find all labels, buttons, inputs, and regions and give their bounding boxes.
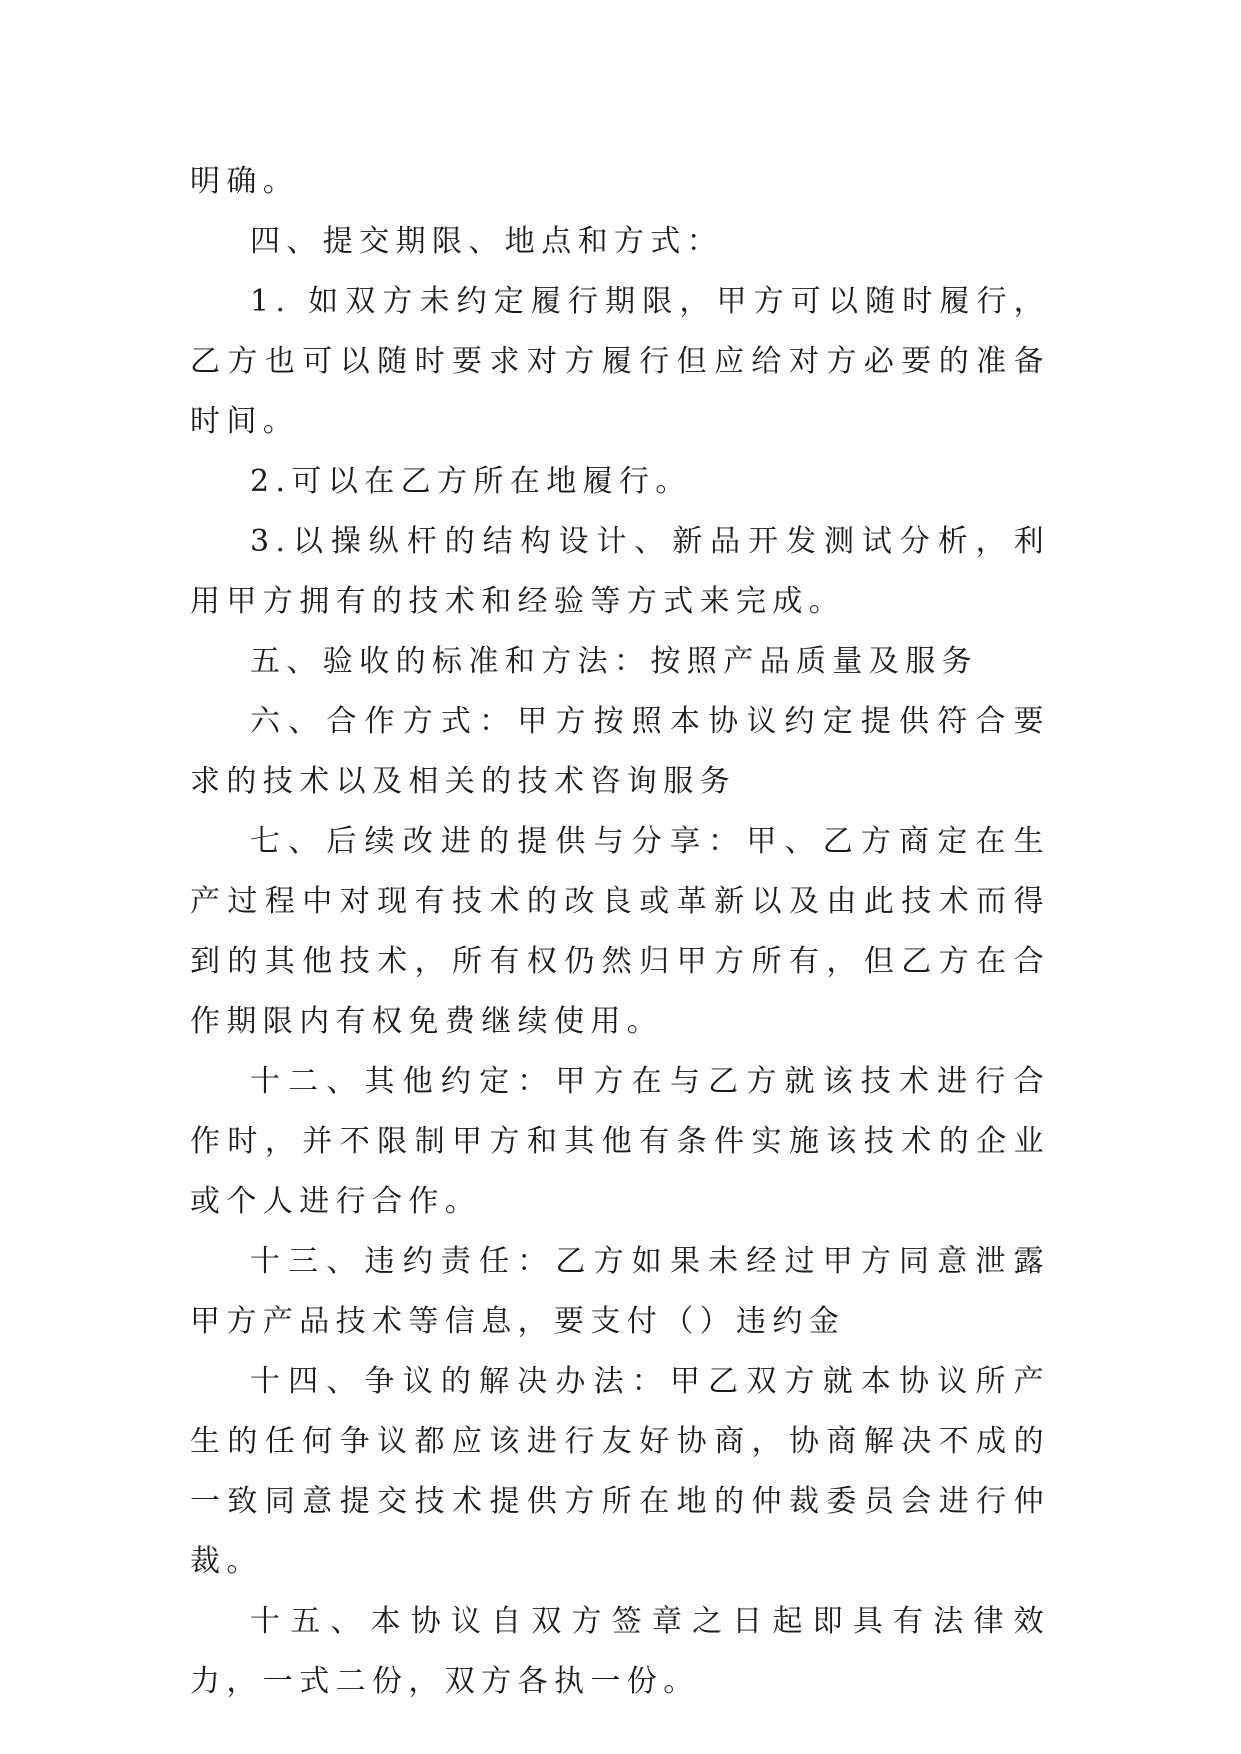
paragraph-section-12: 十二、其他约定：甲方在与乙方就该技术进行合作时，并不限制甲方和其他有条件实施该技术的企业或个人进行合作。 [190, 1064, 1050, 1219]
paragraph-section-4-item-1: 1. 如双方未约定履行期限，甲方可以随时履行，乙方也可以随时要求对方履行但应给对方必要的准备时间。 [190, 284, 1050, 439]
paragraph-section-4-item-3: 3.以操纵杆的结构设计、新品开发测试分析，利用甲方拥有的技术和经验等方式来完成。 [190, 524, 1050, 619]
document-body [190, 152, 1050, 1712]
paragraph-continuation: 明确。 [190, 164, 300, 199]
paragraph-section-7: 七、后续改进的提供与分享：甲、乙方商定在生产过程中对现有技术的改良或革新以及由此技术而得到的其他技术，所有权仍然归甲方所有，但乙方在合作期限内有权免费继续使用。 [190, 824, 1050, 1039]
paragraph-section-14: 十四、争议的解决办法：甲乙双方就本协议所产生的任何争议都应该进行友好协商，协商解决不成的一致同意提交技术提供方所在地的仲裁委员会进行仲裁。 [190, 1364, 1050, 1579]
paragraph-section-13: 十三、违约责任：乙方如果未经过甲方同意泄露甲方产品技术等信息，要支付（）违约金 [190, 1244, 1050, 1339]
paragraph-section-4-heading: 四、提交期限、地点和方式： [250, 224, 724, 259]
paragraph-section-4-item-2: 2.可以在乙方所在地履行。 [250, 464, 692, 499]
paragraph-section-6: 六、合作方式：甲方按照本协议约定提供符合要求的技术以及相关的技术咨询服务 [190, 704, 1050, 799]
paragraph-section-15: 十五、本协议自双方签章之日起即具有法律效力，一式二份，双方各执一份。 [190, 1604, 1050, 1699]
paragraph-section-5: 五、验收的标准和方法：按照产品质量及服务 [250, 644, 978, 679]
